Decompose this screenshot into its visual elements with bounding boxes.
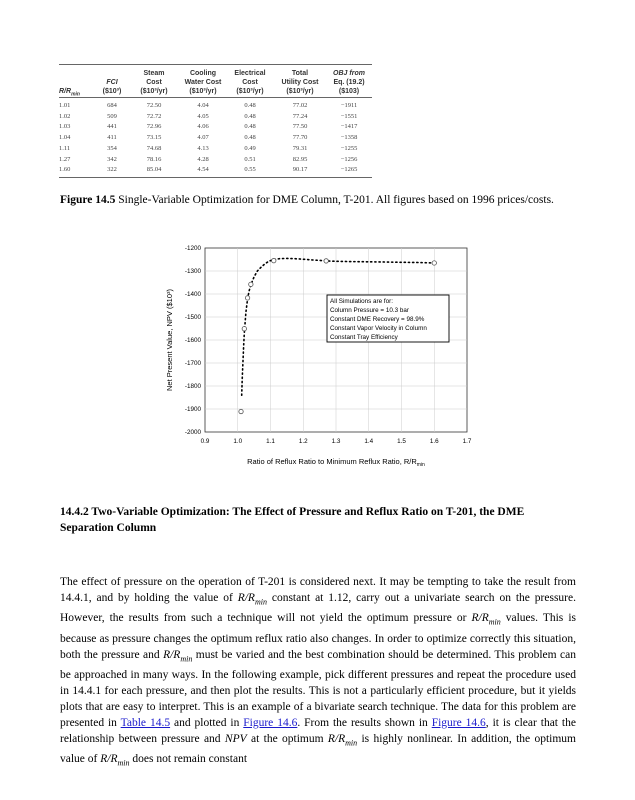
header-obj-1: OBJ from bbox=[333, 70, 365, 77]
table-cell: 1.60 bbox=[59, 166, 71, 174]
y-tick-label: -1300 bbox=[184, 268, 201, 276]
table-cell: 0.55 bbox=[244, 166, 256, 174]
header-steam-3: ($10³/yr) bbox=[140, 88, 168, 95]
table-cell: 441 bbox=[107, 123, 117, 131]
rr-label: R/R bbox=[163, 648, 181, 661]
header-steam-2: Cost bbox=[146, 79, 162, 86]
body-text-2: constant at 1.12, carry out a univariate search on the pressure. However, the results from such a technique will not yield the optimum pressure or bbox=[60, 592, 576, 625]
body-text-6: . From the results shown in bbox=[297, 716, 432, 729]
table-cell: 77.02 bbox=[292, 102, 308, 109]
table-cell: 72.72 bbox=[146, 112, 162, 120]
y-axis-label: Net Present Value, NPV ($10³) bbox=[165, 289, 174, 391]
y-tick-label: -1600 bbox=[184, 337, 201, 345]
table-14-5-link[interactable]: Table 14.5 bbox=[120, 716, 171, 729]
body-text-4: must be varied and the best combination should be determined. This problem can be approached in many ways. In the following example, pick different pressures and repeat the procedure used in 14.4.1 for each pressure, and then plot the results. This is not a particularly efficient procedure, but it yields plots that are easy to interpret. This is an example of a bivariate search technique. The data for this problem are presented in bbox=[60, 648, 576, 729]
x-tick-label: 1.6 bbox=[429, 438, 439, 445]
table-cell: 79.31 bbox=[292, 144, 308, 152]
rr-term-1 bbox=[237, 592, 267, 607]
body-text-7: , it is clear that the relationship between pressure and bbox=[60, 716, 576, 745]
table-cell: 4.54 bbox=[197, 166, 209, 174]
header-r-label: R/R bbox=[59, 88, 72, 95]
table-cell: 4.06 bbox=[197, 123, 209, 131]
y-tick-label: -1700 bbox=[184, 360, 201, 368]
figure-caption bbox=[60, 192, 576, 208]
table-cell: 1.01 bbox=[59, 102, 71, 109]
annotation-line-5: Constant Tray Efficiency bbox=[330, 334, 398, 341]
table-cell: 1.03 bbox=[59, 123, 71, 131]
annotation-box bbox=[327, 295, 449, 342]
header-electrical-3: ($10³/yr) bbox=[236, 88, 264, 95]
body-text-9: is highly nonlinear. In addition, the optimum value of bbox=[60, 732, 576, 766]
table-cell: −1256 bbox=[340, 155, 358, 163]
x-tick-labels bbox=[201, 438, 472, 445]
table-cell: 0.48 bbox=[244, 123, 256, 131]
table-cell: 74.68 bbox=[146, 144, 162, 152]
y-tick-label: -1500 bbox=[184, 314, 201, 322]
x-tick-label: 1.2 bbox=[298, 438, 308, 445]
table-top-rule bbox=[59, 64, 372, 65]
y-tick-label: -2000 bbox=[184, 429, 201, 437]
body-text-10: does not remain constant bbox=[129, 753, 248, 766]
table-cell: 0.49 bbox=[244, 144, 256, 152]
body-text-1: The effect of pressure on the operation of T-201 is considered next. It may be tempting to take the result from 14.4.1, and by holding the value of bbox=[60, 576, 576, 604]
x-tick-label: 1.4 bbox=[364, 438, 374, 445]
header-r-sub: min bbox=[71, 91, 80, 98]
header-obj-2: Eq. (19.2) bbox=[333, 79, 365, 86]
x-axis-label bbox=[247, 457, 425, 468]
rr-term-3 bbox=[163, 649, 192, 661]
y-tick-label: -1400 bbox=[184, 291, 201, 299]
body-text-3: values. This is because as pressure changes the optimum reflux ratio also changes. In order to optimize correctly this situation, both the pressure and bbox=[60, 612, 576, 661]
table-cell: 0.48 bbox=[244, 134, 256, 142]
rr-term-5 bbox=[100, 753, 130, 768]
table-cell: 342 bbox=[107, 155, 117, 163]
table-cell: 82.95 bbox=[292, 155, 308, 163]
table-cell: 72.96 bbox=[146, 123, 162, 131]
rr-label: R/R bbox=[471, 612, 489, 625]
body-text-5: and plotted in bbox=[170, 716, 244, 729]
rr-label: R/R bbox=[237, 592, 255, 604]
y-tick-label: -1900 bbox=[184, 406, 201, 414]
rr-sub: min bbox=[254, 597, 267, 607]
rr-label: R/R bbox=[327, 732, 346, 745]
figure-14-6-link[interactable]: Figure 14.6 bbox=[243, 716, 298, 729]
header-cooling-3: ($10³/yr) bbox=[189, 88, 217, 95]
data-point bbox=[239, 409, 243, 413]
table-cell: 77.24 bbox=[292, 112, 308, 120]
y-tick-labels bbox=[185, 245, 202, 436]
header-total-2: Utility Cost bbox=[281, 79, 319, 86]
x-axis-label-main: Ratio of Reflux Ratio to Minimum Reflux Ratio, R/R bbox=[247, 457, 417, 466]
table-cell: 4.07 bbox=[197, 134, 209, 142]
x-axis-label-sub: min bbox=[416, 462, 425, 468]
header-steam bbox=[133, 69, 175, 96]
table-cell: 1.04 bbox=[59, 134, 71, 142]
x-tick-label: 1.7 bbox=[462, 438, 472, 445]
table-cell: 85.04 bbox=[146, 166, 162, 174]
header-fci bbox=[97, 78, 127, 96]
table-bottom-rule bbox=[59, 177, 372, 178]
table-cell: 509 bbox=[107, 112, 117, 120]
data-table bbox=[59, 64, 372, 178]
rr-label: R/R bbox=[100, 753, 118, 766]
header-electrical bbox=[229, 69, 271, 96]
table-cell: 90.17 bbox=[292, 166, 308, 174]
caption-text: Single-Variable Optimization for DME Column, T-201. All figures based on 1996 prices/costs. bbox=[118, 194, 554, 206]
rr-term-4 bbox=[327, 732, 358, 748]
table-cell: 1.27 bbox=[59, 155, 71, 163]
annotation-line-3: Constant DME Recovery = 98.9% bbox=[330, 316, 425, 323]
header-obj bbox=[327, 69, 371, 96]
table-cell: 78.16 bbox=[146, 155, 162, 163]
body-paragraph bbox=[60, 574, 576, 771]
table-cell: 77.70 bbox=[292, 134, 308, 142]
table-cell: −1255 bbox=[340, 144, 358, 152]
npv-term: NPV bbox=[224, 732, 247, 745]
annotation-line-4: Constant Vapor Velocity in Column bbox=[330, 325, 427, 332]
y-tick-label: -1800 bbox=[184, 383, 201, 391]
x-tick-label: 1.1 bbox=[266, 438, 275, 445]
table-cell: 354 bbox=[107, 144, 117, 152]
table-cell: 1.11 bbox=[59, 144, 71, 152]
table-header-rule bbox=[59, 97, 372, 98]
rr-sub: min bbox=[117, 758, 130, 768]
header-cooling bbox=[180, 69, 226, 96]
x-tick-label: 1.3 bbox=[331, 438, 341, 445]
data-point bbox=[432, 261, 436, 265]
header-electrical-1: Electrical bbox=[234, 70, 266, 77]
header-electrical-2: Cost bbox=[242, 79, 258, 86]
table-cell: −1265 bbox=[340, 166, 358, 174]
rr-sub: min bbox=[345, 738, 358, 748]
annotation-line-2: Column Pressure = 10.3 bar bbox=[330, 307, 409, 314]
header-total-1: Total bbox=[291, 70, 309, 77]
table-cell: 4.13 bbox=[197, 144, 209, 152]
table-cell: 0.48 bbox=[244, 112, 256, 120]
body-text-8: at the optimum bbox=[246, 732, 328, 745]
data-point bbox=[245, 296, 249, 300]
table-cell: 77.50 bbox=[292, 123, 308, 131]
header-cooling-2: Water Cost bbox=[184, 79, 222, 86]
header-fci-2: ($10³) bbox=[102, 88, 122, 95]
header-obj-3: ($103) bbox=[338, 88, 360, 95]
table-cell: −1911 bbox=[340, 102, 358, 109]
header-cooling-1: Cooling bbox=[189, 70, 217, 77]
data-point bbox=[272, 258, 276, 262]
table-cell: 411 bbox=[107, 134, 117, 142]
annotation-line-1: All Simulations are for: bbox=[330, 298, 393, 305]
y-tick-label: -1200 bbox=[184, 245, 201, 253]
header-total-3: ($10³/yr) bbox=[286, 88, 314, 95]
table-cell: 72.50 bbox=[146, 102, 162, 109]
table-cell: 1.02 bbox=[59, 112, 71, 120]
npv-chart bbox=[160, 240, 480, 472]
table-cell: 684 bbox=[107, 102, 117, 109]
table-cell: −1417 bbox=[340, 123, 358, 131]
section-heading: 14.4.2 Two-Variable Optimization: The Effect of Pressure and Reflux Ratio on T-201, the DME Separation Column bbox=[60, 506, 525, 534]
table-cell: 73.15 bbox=[146, 134, 162, 142]
table-cell: 4.05 bbox=[197, 112, 209, 120]
table-cell: −1358 bbox=[340, 134, 358, 142]
x-tick-label: 1.5 bbox=[397, 438, 406, 445]
x-tick-label: 1.0 bbox=[233, 438, 243, 445]
x-tick-label: 0.9 bbox=[200, 438, 210, 445]
header-steam-1: Steam bbox=[143, 70, 165, 77]
data-point bbox=[249, 282, 253, 286]
table-cell: 0.51 bbox=[244, 155, 256, 163]
caption-label: Figure 14.5 bbox=[60, 194, 116, 206]
header-fci-1: FCI bbox=[106, 79, 118, 86]
data-point bbox=[324, 259, 328, 263]
data-point bbox=[242, 327, 246, 331]
table-cell: 4.04 bbox=[197, 102, 209, 109]
rr-sub: min bbox=[180, 653, 193, 663]
table-cell: 0.48 bbox=[244, 102, 256, 109]
table-cell: 4.28 bbox=[197, 155, 209, 163]
rr-term-2 bbox=[471, 612, 501, 627]
rr-sub: min bbox=[488, 617, 501, 627]
header-total bbox=[277, 69, 323, 96]
table-cell: −1551 bbox=[340, 112, 358, 120]
table-cell: 322 bbox=[107, 166, 117, 174]
figure-14-6-link-2[interactable]: Figure 14.6 bbox=[431, 716, 486, 729]
